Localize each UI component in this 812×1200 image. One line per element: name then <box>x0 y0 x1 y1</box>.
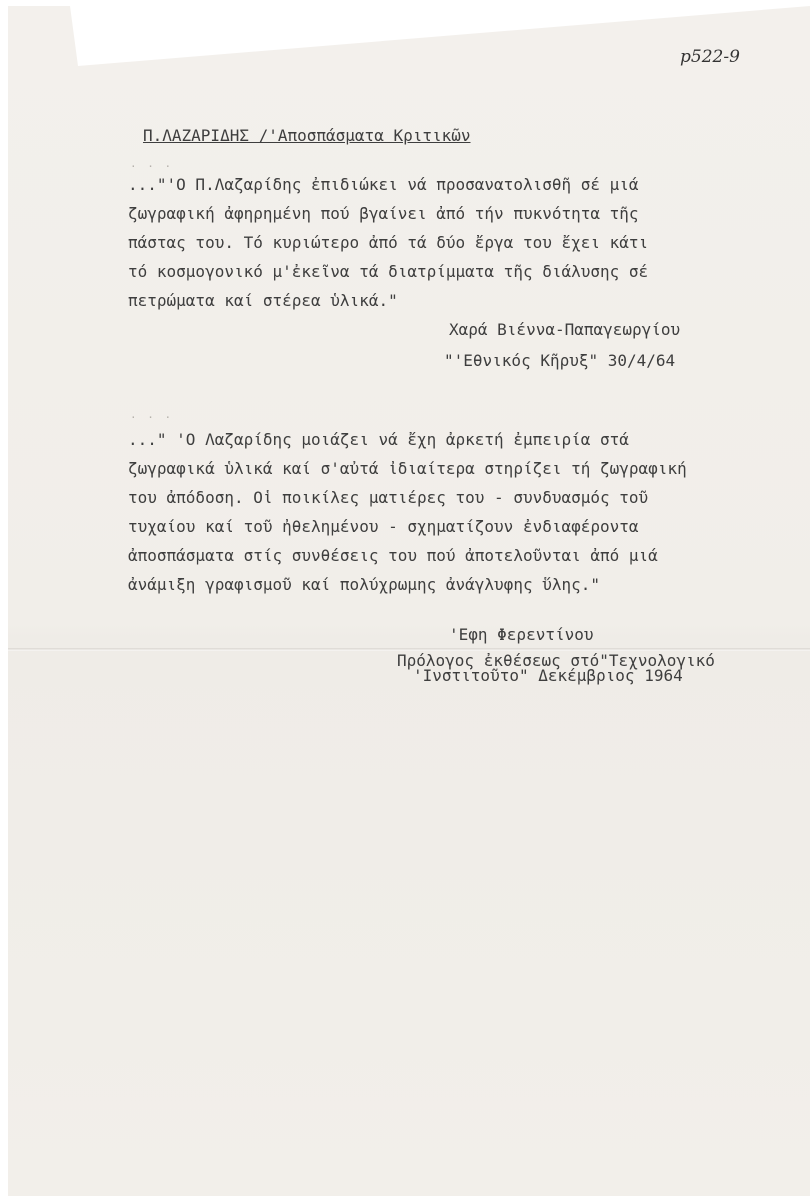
excerpt-2 <box>128 425 687 599</box>
document-heading: Π.ΛΑΖΑΡΙΔΗΣ /'Αποσπάσματα Κριτικῶν <box>143 126 471 145</box>
excerpt-2-source-line-2: 'Ινστιτοῦτο" Δεκέμβριος 1964 <box>413 666 683 685</box>
excerpt-1-line: πετρώματα καί στέρεα ὑλικά." <box>128 291 398 310</box>
excerpt-2-source-line-1: Πρόλογος ἐκθέσεως στό"Τεχνολογικό <box>397 651 715 670</box>
excerpt-2-author: 'Εφη Φερεντίνου <box>449 625 594 644</box>
excerpt-1 <box>128 170 648 315</box>
excerpt-1-line: ζωγραφική ἀφηρημένη πού βγαίνει ἀπό τήν πυκνότητα τῆς <box>128 204 639 223</box>
margin-dots: . . . <box>130 408 174 421</box>
excerpt-1-source: "'Εθνικός Κῆρυξ" 30/4/64 <box>444 351 676 370</box>
margin-dots: . . . <box>130 157 174 170</box>
excerpt-2-line: ..." 'Ο Λαζαρίδης μοιάζει νά ἔχη ἀρκετή ἐμπειρία στά <box>128 430 629 449</box>
excerpt-1-line: ..."'Ο Π.Λαζαρίδης ἐπιδιώκει νά προσανατολισθῆ σέ μιά <box>128 175 639 194</box>
excerpt-2-line: του ἀπόδοση. Οἱ ποικίλες ματιέρες του - συνδυασμός τοῦ <box>128 488 649 507</box>
archive-reference: p522-9 <box>680 47 740 67</box>
excerpt-1-author: Χαρά Βιέννα-Παπαγεωργίου <box>449 320 681 339</box>
excerpt-2-line: ἀποσπάσματα στίς συνθέσεις του πού ἀποτελοῦνται ἀπό μιά <box>128 546 658 565</box>
excerpt-2-line: ἀνάμιξη γραφισμοῦ καί πολύχρωμης ἀνάγλυφης ὕλης." <box>128 575 601 594</box>
excerpt-2-line: ζωγραφικά ὑλικά καί σ'αὐτά ἰδιαίτερα στηρίζει τή ζωγραφική <box>128 459 687 478</box>
excerpt-2-line: τυχαίου καί τοῦ ἠθελημένου - σχηματίζουν ἐνδιαφέροντα <box>128 517 639 536</box>
excerpt-1-line: πάστας του. Τό κυριώτερο ἀπό τά δύο ἔργα του ἔχει κάτι <box>128 233 649 252</box>
excerpt-1-line: τό κοσμογονικό μ'ἐκεῖνα τά διατρίμματα τῆς διάλυσης σέ <box>128 262 649 281</box>
